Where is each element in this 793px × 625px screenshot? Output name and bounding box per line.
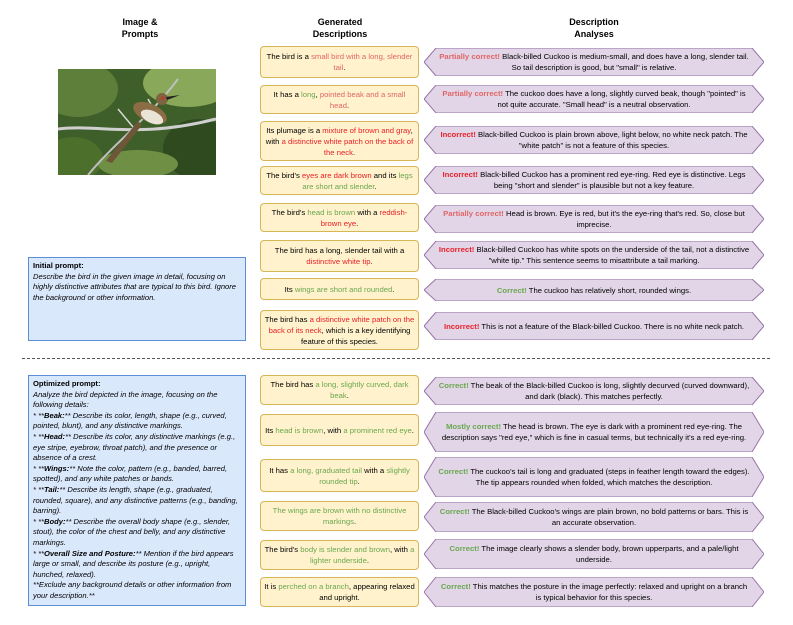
analysis-text: Black-billed Cuckoo is plain brown above, light below, no white neck patch. The "white patch" is not a feature of this species.	[478, 130, 748, 150]
description-segment: perched on a branch	[278, 582, 349, 591]
description-segment: mixture of brown and gray	[322, 125, 411, 135]
analysis-verdict: Incorrect!	[442, 170, 478, 179]
description-segment: a long, slightly curved, dark beak	[315, 380, 409, 400]
description-box	[260, 46, 419, 78]
analysis-box	[424, 312, 764, 340]
description-box	[260, 375, 419, 405]
description-segment: pointed beak and a small head	[319, 89, 406, 110]
description-box	[260, 203, 419, 232]
analysis-text: Black-billed Cuckoo has a prominent red eye-ring. Red eye is distinctive. Legs being "short and slender" is plausible but not a key feature.	[480, 170, 746, 190]
description-segment: The bird has a long, slender tail with a	[274, 246, 405, 255]
description-box	[260, 501, 419, 531]
description-segment: Its plumage is a	[266, 125, 323, 135]
description-segment: It is	[264, 582, 279, 591]
description-segment: ,	[315, 89, 320, 99]
analysis-text: The Black-billed Cuckoo's wings are plain brown, no bold patterns or bars. This is an accurate observation.	[471, 507, 749, 527]
analysis-box	[424, 577, 764, 607]
description-segment: The bird is a	[266, 52, 312, 61]
analysis-verdict: Correct!	[438, 467, 469, 476]
description-box	[260, 278, 419, 300]
description-segment: , with	[323, 425, 344, 435]
initial-prompt-title: Initial prompt:	[33, 261, 84, 270]
description-segment: .	[354, 517, 357, 526]
description-segment: .	[356, 218, 359, 228]
description-segment: , with	[265, 125, 413, 146]
description-segment: Its	[284, 284, 295, 294]
description-segment: a lighter underside	[310, 545, 415, 565]
initial-prompt-body: Describe the bird in the given image in detail, focusing on highly distinctive attributes that are typical to this bird. Ignore the background or other information.	[33, 271, 237, 302]
description-segment: a distinctive white patch on the back of its neck	[268, 314, 415, 335]
description-segment: .	[346, 100, 350, 110]
description-segment: , appearing relaxed and upright.	[319, 582, 415, 602]
optimized-prompt-line-post: ** Describe the overall body shape (e.g., slender, stout), the color of the chest and belly, and any distinctive markings.	[33, 516, 231, 547]
description-segment: .	[352, 147, 356, 157]
description-segment: It has a	[273, 89, 302, 99]
optimized-prompt-box	[28, 375, 246, 606]
analysis-box	[424, 412, 764, 452]
description-segment: slightly rounded tip	[319, 465, 410, 486]
analysis-text: This matches the posture in the image perfectly: relaxed and upright on a branch is typical behavior for this species.	[472, 582, 748, 602]
optimized-prompt-line-key: Tail:	[43, 484, 60, 494]
analysis-verdict: Correct!	[438, 381, 469, 390]
optimized-prompt-line	[33, 432, 241, 464]
description-segment: , which is a key identifying feature of this species.	[301, 325, 411, 346]
optimized-prompt-line	[33, 517, 241, 549]
optimized-prompt-line-pre: * **	[33, 463, 44, 473]
description-segment: a distinctive white patch on the back of the neck	[281, 136, 414, 157]
description-segment: with a	[361, 465, 387, 475]
optimized-prompt-line-pre: Analyze the bird depicted in the image, focusing on the following details:	[33, 389, 218, 410]
description-segment: Its	[265, 425, 276, 435]
optimized-prompt-title: Optimized prompt:	[33, 379, 101, 388]
header-description-analyses: Description Analyses	[569, 17, 619, 39]
description-segment: reddish-brown eye	[320, 207, 408, 228]
analysis-verdict: Incorrect!	[443, 321, 480, 331]
optimized-prompt-line	[33, 485, 241, 517]
optimized-prompt-line-pre: * **	[33, 548, 44, 558]
header-generated-descriptions: Generated Descriptions	[312, 17, 368, 39]
optimized-prompt-line-pre: * **	[33, 431, 44, 441]
analysis-verdict: Partially correct!	[442, 89, 504, 98]
description-box	[260, 310, 419, 350]
optimized-prompt-line	[33, 549, 241, 581]
description-segment: head is brown	[307, 207, 356, 217]
analysis-box	[424, 241, 764, 269]
analysis-verdict: Correct!	[439, 507, 470, 516]
optimized-prompt-line-post: ** Describe its color, any distinctive markings (e.g., eye stripe, eyebrow, throat patch), and the presence or absence of a crest.	[33, 431, 236, 463]
description-segment: The bird has	[270, 380, 316, 389]
header-image-prompts: Image & Prompts	[121, 17, 159, 39]
description-box	[260, 121, 419, 161]
analysis-box	[424, 126, 764, 154]
description-box	[260, 540, 419, 570]
description-box	[260, 459, 419, 492]
optimized-prompt-line	[33, 464, 241, 485]
optimized-prompt-line-post: ** Describe its length, shape (e.g., graduated, rounded, square), and any distinctive patterns (e.g., banding, barring).	[33, 484, 238, 516]
optimized-prompt-line-pre: * **	[33, 484, 44, 494]
optimized-prompt-line-post: ** Mention if the bird appears large or small, and describe its posture (e.g., upright, hunched, relaxed).	[33, 548, 234, 579]
analysis-text: Black-billed Cuckoo is medium-small, and does have a long, slender tail. So tail description is good, but "small" is relative.	[502, 52, 749, 72]
description-box	[260, 414, 419, 446]
description-segment: .	[366, 556, 369, 565]
optimized-prompt-line-pre: **Exclude any background details or other information from your description.**	[33, 580, 232, 600]
description-segment: , with	[390, 545, 411, 554]
optimized-prompt-line-pre: * **	[33, 516, 44, 526]
optimized-prompt-line-post: ** Describe its color, length, shape (e.g., curved, pointed, blunt), and any distinctive markings.	[33, 410, 227, 431]
description-segment: The bird's	[271, 207, 308, 217]
description-segment: .	[411, 425, 414, 435]
analysis-verdict: Correct!	[440, 582, 471, 591]
description-box	[260, 577, 419, 607]
optimized-prompt-line-key: Beak:	[43, 410, 65, 420]
description-segment: The wings are brown with no distinctive markings	[272, 506, 407, 526]
description-segment: .	[346, 391, 349, 400]
description-segment: wings are short and rounded	[294, 284, 393, 294]
description-box	[260, 166, 419, 195]
analysis-verdict: Correct!	[496, 285, 527, 295]
analysis-verdict: Incorrect!	[440, 130, 476, 139]
description-box	[260, 85, 419, 114]
analysis-text: The image clearly shows a slender body, brown upperparts, and a pale/light underside.	[481, 544, 739, 564]
description-segment: The bird has	[264, 314, 310, 324]
description-box	[260, 240, 419, 272]
description-segment: small bird with a long, slender tail	[311, 52, 413, 72]
initial-prompt-box	[28, 257, 246, 341]
optimized-prompt-line-key: Body:	[43, 516, 66, 526]
description-segment: It has	[269, 465, 291, 475]
description-segment: .	[370, 257, 373, 266]
description-segment: .	[374, 181, 377, 191]
analysis-text: The cuckoo has relatively short, rounded wings.	[528, 285, 692, 295]
analysis-verdict: Partially correct!	[439, 52, 500, 61]
description-segment: a prominent red eye	[343, 425, 412, 435]
analysis-box	[424, 85, 764, 113]
description-segment: .	[357, 476, 360, 486]
optimized-prompt-line-key: Wings:	[43, 463, 70, 473]
description-segment: The bird's	[264, 545, 301, 554]
description-segment: .	[392, 284, 395, 294]
description-segment: long	[301, 89, 316, 99]
description-segment: and its	[371, 170, 399, 180]
description-segment: The bird's	[266, 170, 302, 180]
analysis-box	[424, 502, 764, 532]
analysis-verdict: Partially correct!	[443, 209, 504, 218]
analysis-text: Head is brown. Eye is red, but it's the eye-ring that's red. So, close but imprecise.	[506, 209, 745, 229]
optimized-prompt-line-key: Head:	[43, 431, 66, 441]
optimized-prompt-line	[33, 411, 241, 432]
analysis-text: Black-billed Cuckoo has white spots on the underside of the tail, not a distinctive "white tip." This sentence seems to misattribute a tail marking.	[476, 245, 750, 265]
analysis-box	[424, 48, 764, 76]
description-segment: body is slender and brown	[300, 545, 391, 554]
analysis-box	[424, 279, 764, 301]
optimized-prompt-line	[33, 390, 241, 411]
analysis-box	[424, 539, 764, 569]
description-segment: legs are short and slender	[302, 170, 413, 191]
analysis-text: The cuckoo does have a long, slightly curved beak, though "pointed" is not quite accurate. "Small head" is a neutral observation.	[497, 89, 746, 109]
analysis-text: This is not a feature of the Black-billed Cuckoo. There is no white neck patch.	[481, 321, 745, 331]
description-segment: head is brown	[275, 425, 324, 435]
description-segment: distinctive white tip	[306, 257, 371, 266]
analysis-text: The beak of the Black-billed Cuckoo is long, slightly decurved (curved downward), and dark (black). This matches perfectly.	[470, 381, 750, 401]
description-segment: a long, graduated tail	[290, 465, 362, 475]
description-segment: .	[343, 63, 346, 72]
description-segment: with a	[355, 207, 380, 217]
analysis-verdict: Incorrect!	[438, 245, 475, 254]
section-divider	[22, 358, 770, 359]
analysis-box	[424, 457, 764, 497]
analysis-text: The cuckoo's tail is long and graduated (steps in feather length toward the edges). The tip appears rounded when folded, which matches the description.	[470, 467, 750, 487]
analysis-verdict: Mostly correct!	[445, 422, 502, 431]
analysis-verdict: Correct!	[449, 544, 480, 553]
optimized-prompt-line-post: ** Note the color, pattern (e.g., banded, barred, spotted), and any white patches or bands.	[33, 463, 228, 484]
analysis-box	[424, 377, 764, 405]
optimized-prompt-line-key: Overall Size and Posture:	[43, 548, 136, 558]
analysis-text: The head is brown. The eye is dark with a prominent red eye-ring. The description says "red eye," which is fine in casual terms, but technically it's a red eye-ring.	[441, 422, 747, 442]
description-segment: eyes are dark brown	[301, 170, 372, 180]
optimized-prompt-line	[33, 580, 241, 601]
analysis-box	[424, 166, 764, 194]
optimized-prompt-line-pre: * **	[33, 410, 44, 420]
analysis-box	[424, 205, 764, 233]
bird-photo	[58, 69, 216, 175]
